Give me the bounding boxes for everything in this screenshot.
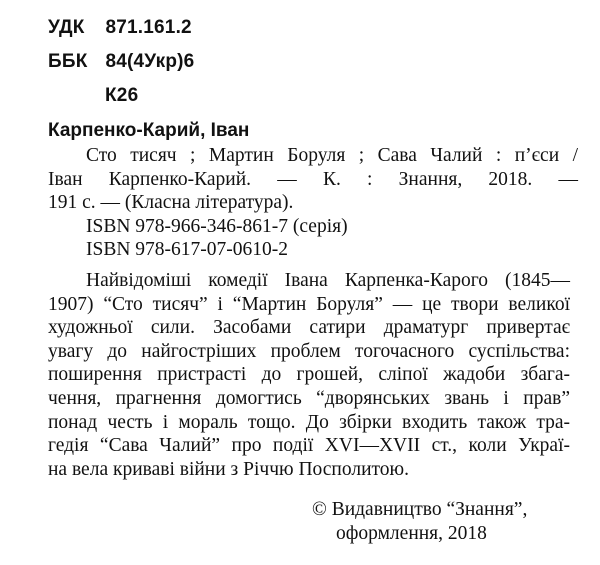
udk-value: 871.161.2 <box>105 17 192 38</box>
annotation-line: понад честь і мораль тощо. До збірки входить також тра- <box>48 411 570 433</box>
copyright-line: © Видавництво “Знання”, <box>312 499 528 520</box>
annotation-line: увагу до найгостріших проблем тогочасного суспільства: <box>48 340 570 362</box>
author-mark: К26 <box>105 85 139 106</box>
bibliographic-description <box>48 144 578 262</box>
biblio-line: Сто тисяч ; Мартин Боруля ; Сава Чалий : п’єси / <box>86 145 578 166</box>
copyright-notice <box>312 498 527 546</box>
bbk-value: 84(4Укр)6 <box>105 51 195 72</box>
bbk-label: ББК <box>48 51 88 72</box>
annotation <box>48 269 570 481</box>
annotation-line: поширення пристрасті до грошей, сліпої жадоби збага- <box>48 364 570 386</box>
annotation-line: художньої сили. Засобами сатири драматург привертає <box>48 317 570 339</box>
annotation-line: чення, прагнення домогтись “дворянських звань і прав” <box>48 387 570 409</box>
biblio-line: Іван Карпенко-Карий. — К. : Знання, 2018. — <box>48 168 578 190</box>
bbk-line <box>48 51 194 73</box>
author-heading: Карпенко-Карий, Іван <box>48 120 250 141</box>
isbn-series: ISBN 978-966-346-861-7 (серія) <box>86 215 348 237</box>
copyright-line: оформлення, 2018 <box>336 523 487 544</box>
biblio-line: 191 с. — (Класна література). <box>48 192 294 213</box>
annotation-line: гедія “Сава Чалий” про події XVI—XVII ст., коли Украї- <box>48 435 570 457</box>
annotation-line: Найвідоміші комедії Івана Карпенка-Карого (1845— <box>86 270 570 291</box>
udk-label: УДК <box>48 17 85 38</box>
udk-line <box>48 17 192 39</box>
annotation-line: на вела криваві війни з Річчю Посполитою. <box>48 458 409 480</box>
annotation-line: 1907) “Сто тисяч” і “Мартин Боруля” — це твори великої <box>48 293 570 315</box>
isbn: ISBN 978-617-07-0610-2 <box>86 239 289 260</box>
